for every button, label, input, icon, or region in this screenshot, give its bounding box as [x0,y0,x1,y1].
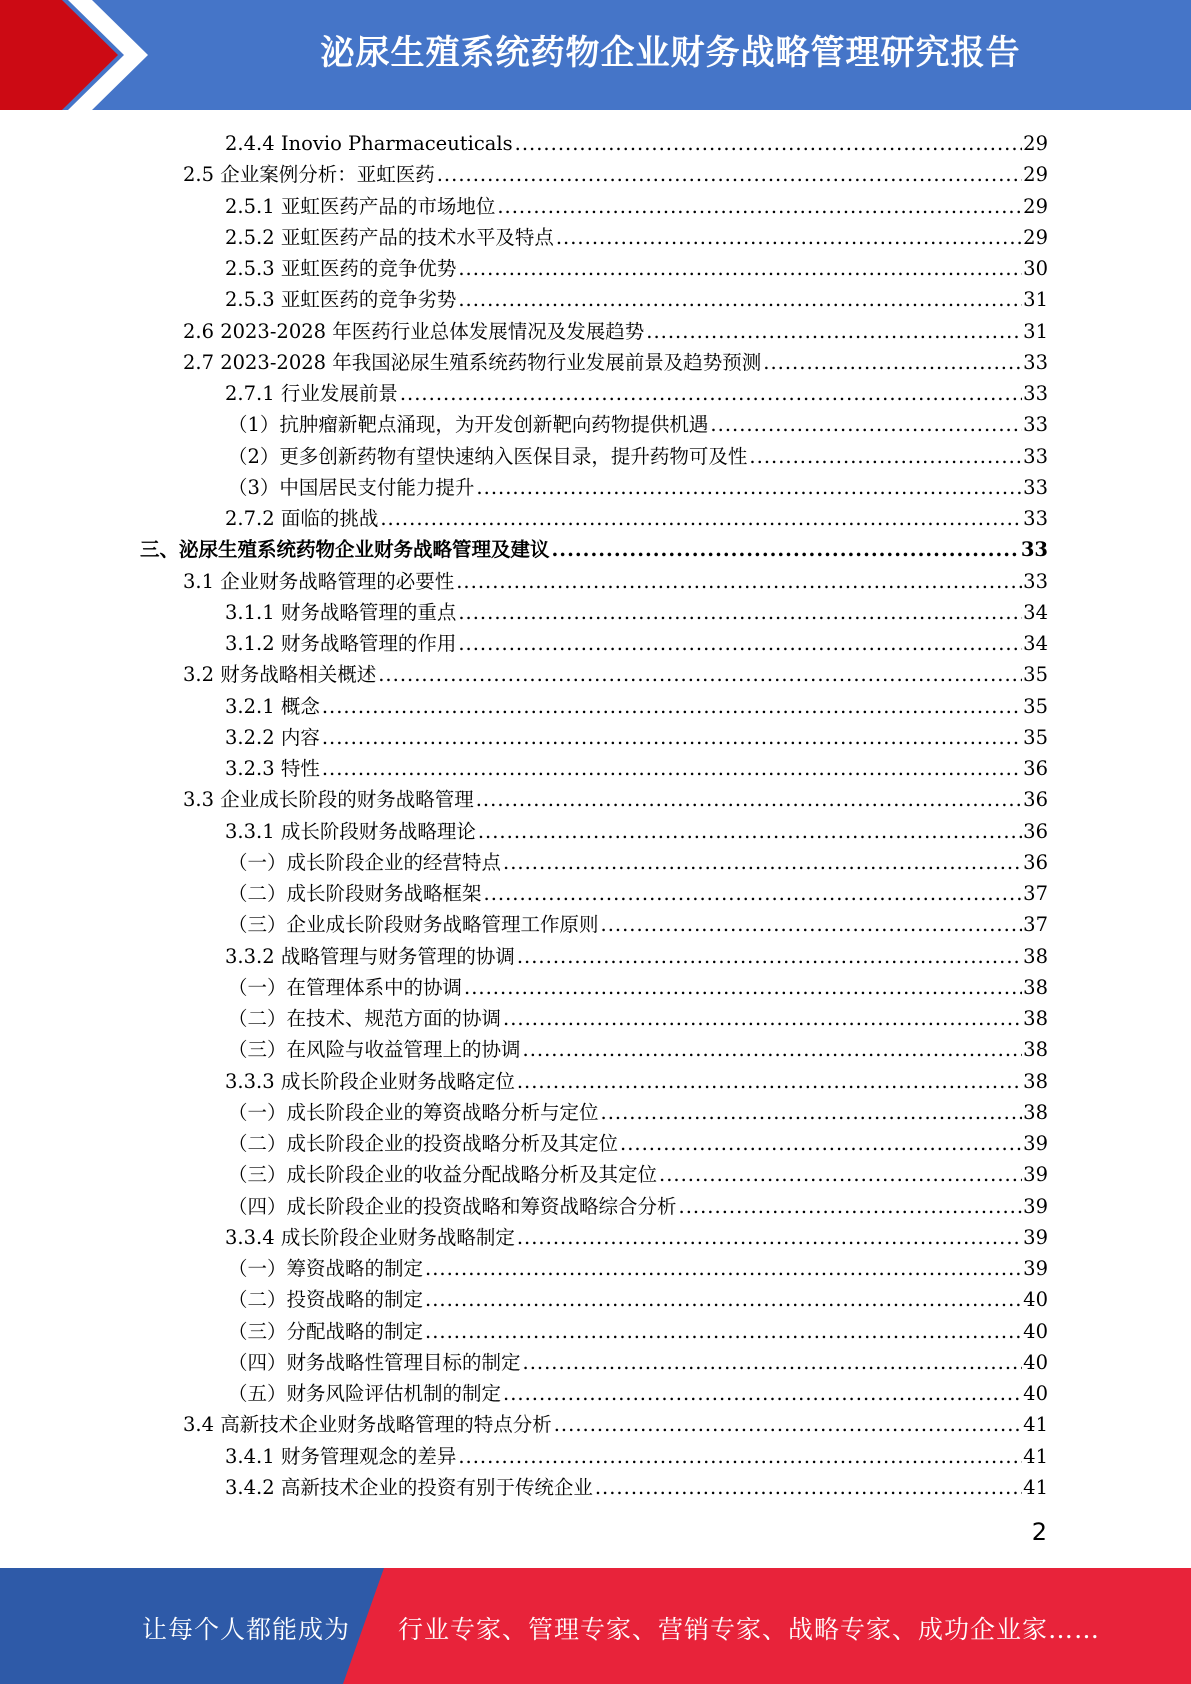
toc-leader-dots [322,753,1022,784]
toc-entry-title: 3.2.1 概念 [225,694,320,718]
toc-entry-title: 2.4.4 Inovio Pharmaceuticals [225,132,513,155]
toc-entry-page: 29 [1023,132,1048,155]
toc-entry-page: 40 [1023,1319,1048,1343]
toc-entry[interactable] [228,878,1048,909]
toc-leader-dots [620,1128,1022,1159]
toc-entry-page: 41 [1023,1413,1048,1437]
toc-entry-title: （三）成长阶段企业的收益分配战略分析及其定位 [228,1163,658,1187]
toc-entry[interactable] [225,1472,1048,1503]
toc-entry[interactable] [225,222,1048,253]
toc-entry-page: 36 [1023,757,1048,780]
toc-entry-page: 39 [1023,1194,1048,1218]
toc-entry-title: 2.7 2023-2028 年我国泌尿生殖系统药物行业发展前景及趋势预测 [183,350,762,374]
toc-entry[interactable] [183,316,1048,347]
toc-entry-title: 3.2 财务战略相关概述 [183,663,377,687]
toc-entry-title: （二）在技术、规范方面的协调 [228,1007,502,1030]
toc-leader-dots [476,784,1022,815]
toc-leader-dots [556,222,1022,253]
toc-entry[interactable] [228,409,1048,440]
toc-entry[interactable] [225,628,1048,659]
toc-entry[interactable] [225,597,1048,628]
toc-entry-page: 38 [1023,1038,1048,1062]
toc-leader-dots [458,284,1022,315]
toc-entry[interactable] [228,1128,1048,1159]
toc-entry[interactable] [183,659,1048,690]
toc-leader-dots [484,878,1023,909]
toc-entry[interactable] [228,1347,1048,1378]
toc-entry[interactable] [228,441,1048,472]
toc-entry-page: 38 [1023,1100,1048,1124]
page-footer [0,1568,1191,1684]
toc-entry-title: （一）成长阶段企业的筹资战略分析与定位 [228,1100,599,1124]
toc-entry[interactable] [140,534,1048,565]
toc-leader-dots [763,347,1022,378]
toc-entry-title: 3.1.1 财务战略管理的重点 [225,600,457,624]
toc-entry-title: 3.3.1 成长阶段财务战略理论 [225,819,476,843]
toc-entry-title: 3.4 高新技术企业财务战略管理的特点分析 [183,1413,552,1437]
toc-entry[interactable] [228,1159,1048,1190]
toc-entry-page: 31 [1023,319,1048,343]
toc-leader-dots [679,1191,1023,1222]
toc-leader-dots [458,1441,1022,1472]
toc-entry-page: 39 [1023,1132,1048,1155]
toc-entry[interactable] [225,128,1048,159]
toc-entry-title: 3.3.2 战略管理与财务管理的协调 [225,944,515,968]
toc-leader-dots [517,1222,1022,1253]
toc-entry[interactable] [183,347,1048,378]
toc-entry-page: 39 [1023,1225,1048,1249]
toc-entry[interactable] [183,159,1048,190]
toc-leader-dots [503,1378,1022,1409]
toc-entry-page: 36 [1023,850,1048,874]
page-header [0,0,1191,110]
toc-entry-title: 3.3.3 成长阶段企业财务战略定位 [225,1069,515,1093]
toc-leader-dots [646,316,1022,347]
toc-entry-title: 3.2.3 特性 [225,757,320,780]
toc-leader-dots [497,191,1022,222]
toc-entry-page: 30 [1023,257,1048,280]
toc-entry[interactable] [228,1316,1048,1347]
toc-leader-dots [515,128,1023,159]
toc-entry[interactable] [228,1003,1048,1034]
toc-entry[interactable] [225,816,1048,847]
toc-leader-dots [425,1316,1022,1347]
toc-entry[interactable] [228,972,1048,1003]
toc-leader-dots [601,1097,1023,1128]
toc-entry[interactable] [225,691,1048,722]
toc-entry[interactable] [225,1066,1048,1097]
toc-leader-dots [458,597,1022,628]
toc-entry-page: 41 [1023,1475,1048,1499]
toc-entry[interactable] [228,1191,1048,1222]
toc-entry-title: （二）成长阶段财务战略框架 [228,882,482,905]
toc-entry-title: （二）成长阶段企业的投资战略分析及其定位 [228,1132,619,1155]
toc-entry[interactable] [228,909,1048,940]
toc-leader-dots [437,159,1022,190]
toc-entry-title: 2.5.2 亚虹医药产品的技术水平及特点 [225,225,554,249]
toc-entry-page: 33 [1023,475,1048,499]
toc-entry-page: 35 [1023,725,1048,749]
toc-entry-title: （3）中国居民支付能力提升 [228,475,475,499]
toc-leader-dots [710,409,1022,440]
toc-entry-title: （四）财务战略性管理目标的制定 [228,1350,521,1374]
toc-leader-dots [503,847,1022,878]
toc-entry-title: 3.2.2 内容 [225,725,320,749]
toc-leader-dots [659,1159,1022,1190]
toc-entry[interactable] [225,1441,1048,1472]
toc-leader-dots [552,534,1020,565]
toc-entry-title: 2.5.3 亚虹医药的竞争劣势 [225,288,457,312]
toc-entry[interactable] [225,191,1048,222]
toc-entry-page: 35 [1023,663,1048,687]
toc-leader-dots [464,972,1022,1003]
document-title: 泌尿生殖系统药物企业财务战略管理研究报告 [320,33,1021,73]
toc-entry-page: 37 [1023,882,1048,905]
toc-entry-page: 39 [1023,1163,1048,1187]
toc-entry[interactable] [225,284,1048,315]
toc-entry[interactable] [183,1409,1048,1440]
toc-entry-page: 33 [1023,350,1048,374]
toc-entry-page: 33 [1023,507,1048,530]
toc-entry-page: 31 [1023,288,1048,312]
toc-entry[interactable] [228,1253,1048,1284]
toc-entry-title: （2）更多创新药物有望快速纳入医保目录，提升药物可及性 [228,444,748,468]
toc-entry[interactable] [228,1097,1048,1128]
toc-entry[interactable] [225,753,1048,784]
toc-leader-dots [595,1472,1022,1503]
toc-entry[interactable] [183,784,1048,815]
toc-entry-title: （四）成长阶段企业的投资战略和筹资战略综合分析 [228,1194,677,1218]
toc-entry-title: （二）投资战略的制定 [228,1288,424,1312]
footer-slogan-right: 行业专家、管理专家、营销专家、战略专家、成功企业家…… [398,1615,1101,1644]
toc-entry-title: 2.6 2023-2028 年医药行业总体发展情况及发展趋势 [183,319,645,343]
toc-leader-dots [476,472,1022,503]
toc-entry[interactable] [225,253,1048,284]
toc-entry-page: 41 [1023,1444,1048,1468]
toc-leader-dots [380,503,1022,534]
toc-leader-dots [523,1347,1023,1378]
toc-entry-title: 2.5 企业案例分析：亚虹医药 [183,163,435,187]
toc-leader-dots [456,566,1022,597]
toc-entry-page: 37 [1023,913,1048,937]
toc-entry-page: 33 [1020,538,1048,562]
toc-leader-dots [425,1253,1022,1284]
toc-entry-page: 36 [1023,819,1048,843]
toc-entry-page: 33 [1023,382,1048,405]
toc-leader-dots [458,628,1022,659]
toc-entry-page: 38 [1023,1069,1048,1093]
page-number: 2 [1031,1518,1047,1546]
footer-slogan-left: 让每个人都能成为 [142,1615,351,1644]
toc-leader-dots [517,941,1022,972]
toc-entry-title: （三）在风险与收益管理上的协调 [228,1038,521,1062]
toc-entry-page: 38 [1023,944,1048,968]
toc-entry[interactable] [228,1284,1048,1315]
toc-entry-title: （一）筹资战略的制定 [228,1257,424,1280]
toc-entry-page: 33 [1023,413,1048,437]
toc-entry-title: （三）企业成长阶段财务战略管理工作原则 [228,913,599,937]
toc-leader-dots [322,691,1022,722]
toc-entry[interactable] [225,941,1048,972]
toc-entry-title: 3.4.1 财务管理观念的差异 [225,1444,457,1468]
toc-leader-dots [400,378,1022,409]
toc-entry-page: 34 [1023,632,1048,655]
toc-entry-page: 40 [1023,1350,1048,1374]
toc-entry[interactable] [228,1034,1048,1065]
toc-leader-dots [322,722,1022,753]
toc-entry-title: 2.5.1 亚虹医药产品的市场地位 [225,194,496,218]
toc-entry-title: 2.5.3 亚虹医药的竞争优势 [225,257,457,280]
toc-entry-title: 2.7.2 面临的挑战 [225,507,379,530]
toc-entry[interactable] [228,1378,1048,1409]
toc-entry[interactable] [183,566,1048,597]
toc-leader-dots [554,1409,1022,1440]
toc-leader-dots [458,253,1022,284]
toc-entry[interactable] [228,847,1048,878]
toc-entry[interactable] [225,378,1048,409]
toc-entry-page: 38 [1023,1007,1048,1030]
toc-entry-title: 3.3.4 成长阶段企业财务战略制定 [225,1225,515,1249]
toc-leader-dots [503,1003,1022,1034]
toc-leader-dots [749,441,1022,472]
toc-entry[interactable] [228,472,1048,503]
toc-entry-title: （三）分配战略的制定 [228,1319,424,1343]
toc-leader-dots [601,909,1023,940]
toc-entry-page: 29 [1023,225,1048,249]
toc-entry-title: 3.4.2 高新技术企业的投资有别于传统企业 [225,1475,593,1499]
toc-entry-title: 3.1 企业财务战略管理的必要性 [183,569,455,593]
toc-entry-page: 40 [1023,1382,1048,1405]
toc-leader-dots [478,816,1022,847]
toc-entry-title: （一）成长阶段企业的经营特点 [228,850,502,874]
toc-entry-page: 34 [1023,600,1048,624]
toc-entry-page: 33 [1023,569,1048,593]
toc-entry-page: 33 [1023,444,1048,468]
toc-entry-title: 3.1.2 财务战略管理的作用 [225,632,457,655]
toc-entry-page: 40 [1023,1288,1048,1312]
toc-leader-dots [378,659,1022,690]
toc-entry-title: （一）在管理体系中的协调 [228,975,463,999]
toc-entry-title: 2.7.1 行业发展前景 [225,382,398,405]
toc-entry-page: 36 [1023,788,1048,812]
toc-entry-page: 29 [1023,163,1048,187]
toc-entry-page: 39 [1023,1257,1048,1280]
toc-entry-title: （1）抗肿瘤新靶点涌现，为开发创新靶向药物提供机遇 [228,413,709,437]
toc-entry-page: 38 [1023,975,1048,999]
toc-entry-page: 35 [1023,694,1048,718]
toc-leader-dots [425,1284,1022,1315]
toc-entry-title: （五）财务风险评估机制的制定 [228,1382,502,1405]
toc-entry[interactable] [225,1222,1048,1253]
toc-leader-dots [523,1034,1023,1065]
toc-entry[interactable] [225,722,1048,753]
toc-entry-title: 3.3 企业成长阶段的财务战略管理 [183,788,474,812]
toc-leader-dots [517,1066,1022,1097]
header-arrow-decoration [0,0,150,110]
toc-entry[interactable] [225,503,1048,534]
toc-entry-title: 三、泌尿生殖系统药物企业财务战略管理及建议 [140,538,550,562]
toc-entry-page: 29 [1023,194,1048,218]
